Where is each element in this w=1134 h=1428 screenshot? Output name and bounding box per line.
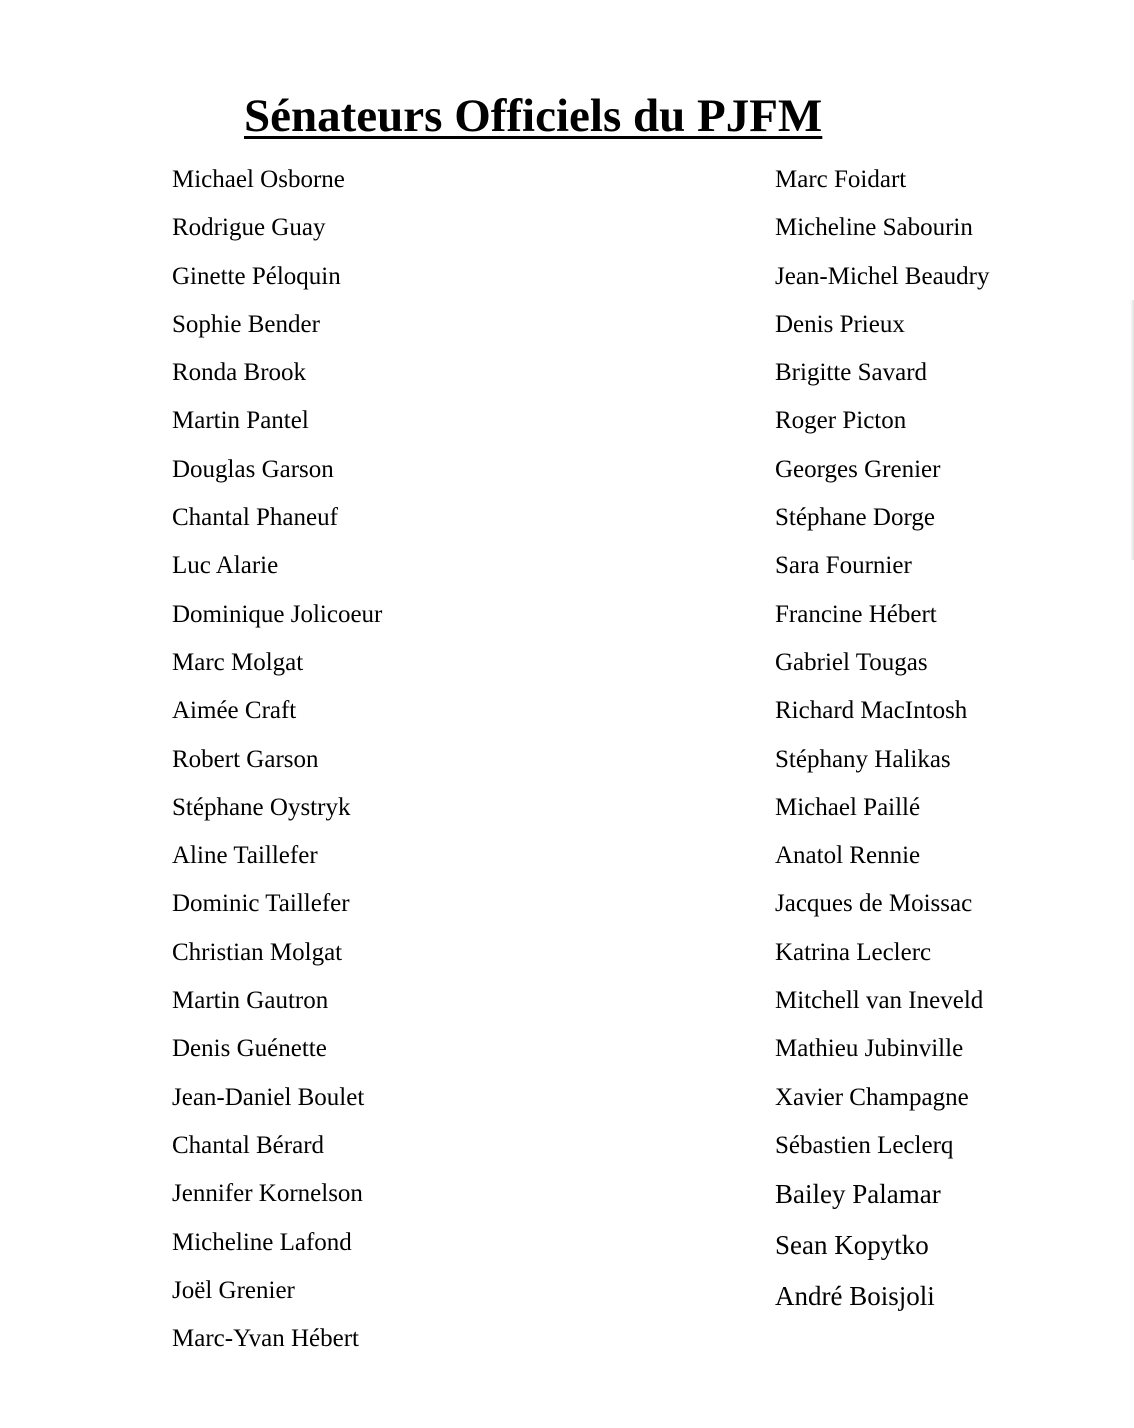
senator-name: Jean-Daniel Boulet xyxy=(172,1083,365,1111)
senator-name: Gabriel Tougas xyxy=(775,648,928,676)
senator-name: Denis Prieux xyxy=(775,310,905,338)
senator-name: Ginette Péloquin xyxy=(172,262,341,290)
senator-name: Joël Grenier xyxy=(172,1276,295,1304)
page-edge-shadow xyxy=(1130,300,1134,560)
senator-name: Francine Hébert xyxy=(775,600,937,628)
senator-name: Denis Guénette xyxy=(172,1035,327,1063)
senator-name: Dominic Taillefer xyxy=(172,890,350,918)
senator-name: Martin Gautron xyxy=(172,987,329,1015)
senator-name: Jacques de Moissac xyxy=(775,890,973,918)
senator-name: Stéphane Dorge xyxy=(775,504,935,532)
senator-name: Chantal Phaneuf xyxy=(172,504,338,532)
senator-name: Chantal Bérard xyxy=(172,1131,325,1159)
senator-list-right xyxy=(775,161,990,1328)
senator-name: Michael Osborne xyxy=(172,166,345,193)
senator-name: Martin Pantel xyxy=(172,407,309,435)
senator-name: Richard MacIntosh xyxy=(775,697,968,725)
senator-name: Douglas Garson xyxy=(172,455,334,483)
senator-name: Stéphany Halikas xyxy=(775,745,951,773)
senator-name: Micheline Lafond xyxy=(172,1228,352,1256)
page-title: Sénateurs Officiels du PJFM xyxy=(244,90,823,142)
senator-name: Stéphane Oystryk xyxy=(172,793,351,821)
senator-name: Bailey Palamar xyxy=(775,1179,941,1210)
senator-name: Xavier Champagne xyxy=(775,1083,969,1111)
senator-name: Luc Alarie xyxy=(172,552,279,580)
senator-name: Christian Molgat xyxy=(172,938,343,966)
senator-name: Rodrigue Guay xyxy=(172,214,326,242)
senator-name: Mathieu Jubinville xyxy=(775,1035,964,1063)
senator-name: Katrina Leclerc xyxy=(775,938,932,966)
senator-name: Georges Grenier xyxy=(775,455,941,483)
senator-name: Sébastien Leclerq xyxy=(775,1131,954,1159)
senator-name: Robert Garson xyxy=(172,745,319,773)
senator-list-left xyxy=(172,161,382,1368)
senator-name: Ronda Brook xyxy=(172,359,307,387)
senator-name: Jennifer Kornelson xyxy=(172,1180,363,1208)
senator-name: Aimée Craft xyxy=(172,697,297,725)
senator-name: Dominique Jolicoeur xyxy=(172,600,383,628)
senator-name: Sean Kopytko xyxy=(775,1230,929,1261)
senator-name: Roger Picton xyxy=(775,407,907,435)
senator-name: Marc Foidart xyxy=(775,166,907,193)
senator-name: Marc-Yvan Hébert xyxy=(172,1325,359,1353)
senator-name: Micheline Sabourin xyxy=(775,214,973,242)
senator-name: Anatol Rennie xyxy=(775,842,921,870)
senator-name: Sophie Bender xyxy=(172,310,320,338)
senator-name: André Boisjoli xyxy=(775,1281,935,1312)
senator-name: Jean-Michel Beaudry xyxy=(775,262,990,290)
senator-name: Brigitte Savard xyxy=(775,359,928,387)
senator-name: Marc Molgat xyxy=(172,648,304,676)
senator-name: Michael Paillé xyxy=(775,793,921,821)
senator-name: Mitchell van Ineveld xyxy=(775,987,984,1015)
senator-name: Aline Taillefer xyxy=(172,842,318,870)
senator-name: Sara Fournier xyxy=(775,552,912,580)
